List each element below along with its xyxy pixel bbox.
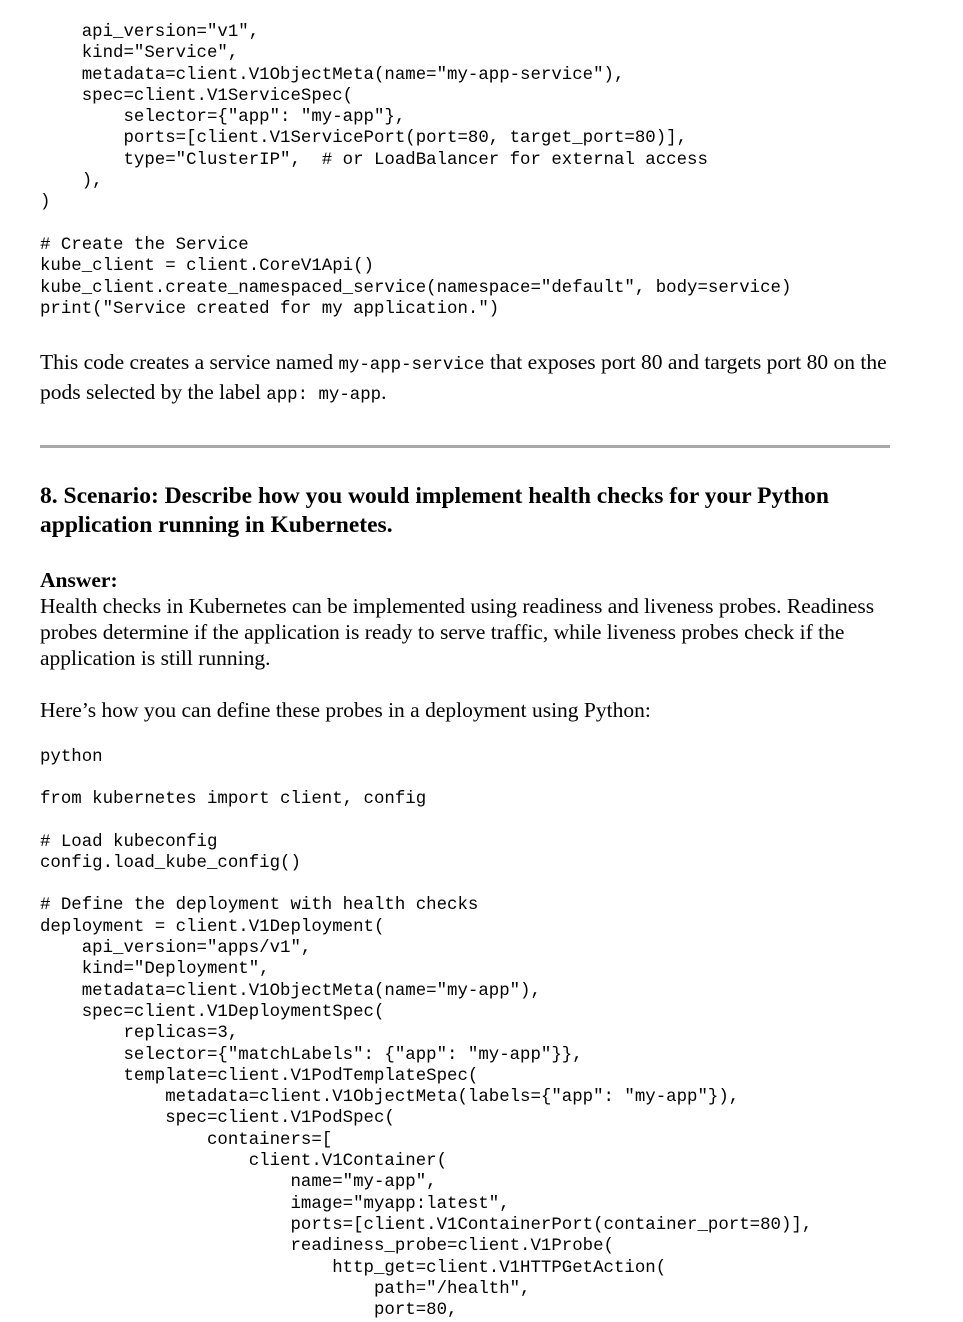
explanation-text-3: . — [381, 380, 387, 404]
service-explanation — [40, 349, 920, 409]
explanation-text-2: that exposes port 80 and targets port 80 on the pods selected by the label — [40, 350, 887, 404]
code-language-label: python — [40, 748, 103, 767]
section-divider — [40, 445, 890, 448]
inline-code-label: app: my-app — [266, 386, 382, 405]
answer-text: Health checks in Kubernetes can be implemented using readiness and liveness probes. Readiness probes determine if the application is ready to serve traffic, while liveness probes check if the application is still running. — [40, 594, 875, 670]
probes-intro: Here’s how you can define these probes in a deployment using Python: — [40, 698, 651, 722]
section-heading: 8. Scenario: Describe how you would implement health checks for your Python application running in Kubernetes. — [40, 483, 829, 538]
explanation-text-1: This code creates a service named — [40, 350, 339, 374]
code-block-service: api_version="v1", kind="Service", metadata=client.V1ObjectMeta(name="my-app-service"), spec=client.V1ServiceSpec( selector={"app": "my-app"}, ports=[client.V1ServicePort(port=80, target_port=80)], type="ClusterIP", # or LoadBalancer for external access ), ) # Create the Service kube_client = client.CoreV1Api() kube_client.create_namespaced_service(namespace="default", body=service) print("Service created for my application.") — [40, 23, 792, 319]
answer-label: Answer: — [40, 568, 118, 592]
inline-code-service-name: my-app-service — [338, 356, 485, 375]
code-block-deployment: from kubernetes import client, config # Load kubeconfig config.load_kube_config() # Define the deployment with health checks deployment = client.V1Deployment( api_version="apps/v1", kind="Deployment", metadata=client.V1ObjectMeta(name="my-app"), spec=client.V1DeploymentSpec( replicas=3, selector={"matchLabels": {"app": "my-app"}}, template=client.V1PodTemplateSpec( metadata=client.V1ObjectMeta(labels={"app": "my-app"}), spec=client.V1PodSpec( containers=[ client.V1Container( name="my-app", image="myapp:latest", ports=[client.V1ContainerPort(container_port=80)], readiness_probe=client.V1Probe( http_get=client.V1HTTPGetAction( path="/health", port=80, — [40, 790, 813, 1321]
